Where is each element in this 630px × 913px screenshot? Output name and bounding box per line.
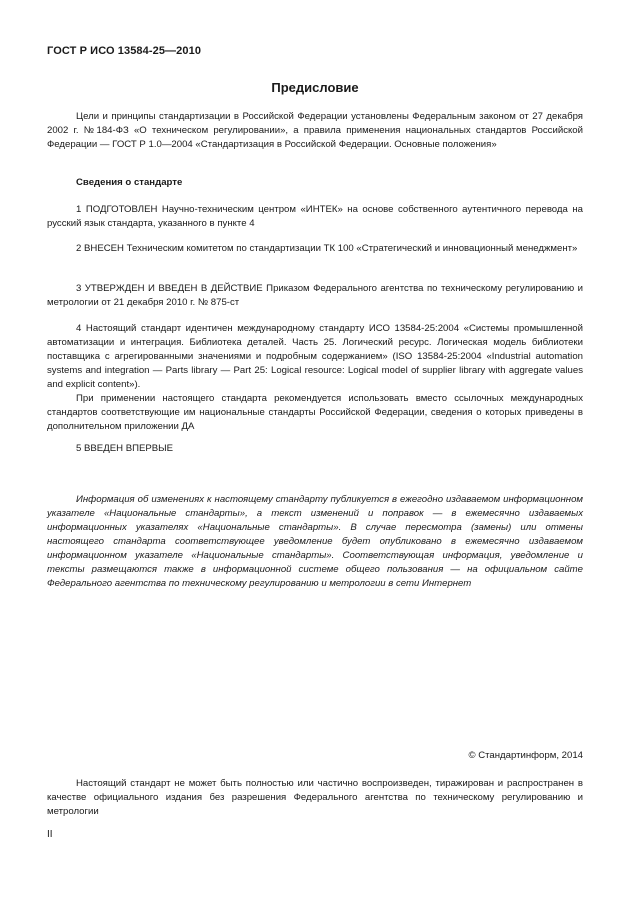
notice-paragraph: Информация об изменениях к настоящему стандарту публикуется в ежегодно издаваемом информационном указателе «Национальные стандарты», а текст изменений и поправок — в ежемесячно издаваемых информационных указателях «Национальные стандарты». В случае пересмотра (замены) или отмены настоящего стандарта соответствующее уведомление будет опубликовано в ежемесячно издаваемом информационном указателе «Национальные стандарты». Соответствующая информация, уведомление и тексты размещаются также в информационной системе общего пользования — на официальном сайте Федерального агентства по техническому регулированию и метрологии в сети Интернет	[47, 494, 583, 589]
page-number: II	[47, 829, 53, 840]
intro-paragraph-block	[47, 110, 583, 152]
item-1-paragraph: 1 ПОДГОТОВЛЕН Научно-техническим центром «ИНТЕК» на основе собственного аутентичного перевода на русский язык стандарта, указанного в пункте 4	[47, 204, 583, 229]
item-2-block	[47, 242, 583, 256]
item-1-block	[47, 203, 583, 231]
page-title: Предисловие	[271, 80, 359, 95]
copyright-line: © Стандартинформ, 2014	[468, 750, 583, 761]
item-3-block	[47, 282, 583, 310]
document-code-header: ГОСТ Р ИСО 13584-25—2010	[47, 45, 202, 57]
reproduction-paragraph: Настоящий стандарт не может быть полностью или частично воспроизведен, тиражирован и распространен в качестве официального издания без разрешения Федерального агентства по техническому регулированию и метрологии	[47, 778, 583, 817]
item-3-paragraph: 3 УТВЕРЖДЕН И ВВЕДЕН В ДЕЙСТВИЕ Приказом Федерального агентства по техническому регулированию и метрологии от 21 декабря 2010 г. № 875-ст	[47, 283, 583, 308]
item-4-note-paragraph: При применении настоящего стандарта рекомендуется использовать вместо ссылочных международных стандартов соответствующие им национальные стандарты Российской Федерации, сведения о которых приведены в дополнительном приложении ДА	[47, 393, 583, 432]
item-5-block	[47, 442, 583, 456]
item-2-paragraph: 2 ВНЕСЕН Техническим комитетом по стандартизации ТК 100 «Стратегический и инновационный менеджмент»	[76, 243, 578, 254]
item-5-paragraph: 5 ВВЕДЕН ВПЕРВЫЕ	[76, 443, 174, 454]
reproduction-block	[47, 777, 583, 819]
item-4-block	[47, 322, 583, 434]
item-4-paragraph: 4 Настоящий стандарт идентичен международному стандарту ИСО 13584-25:2004 «Системы промышленной автоматизации и интеграция. Библиотека деталей. Часть 25. Логический ресурс. Логическая модель библиотеки поставщика с агрегированными значениями и подробным содержанием» (ISO 13584-25:2004 «Industrial automation systems and integration — Parts library — Part 25: Logical resource: Logical model of supplier library with aggregate values and explicit content»).	[47, 323, 583, 390]
notice-block	[47, 493, 583, 591]
intro-paragraph: Цели и принципы стандартизации в Российской Федерации установлены Федеральным законом от 27 декабря 2002 г. №184-ФЗ «О техническом регулировании», а правила применения национальных стандартов Российской Федерации — ГОСТ Р 1.0—2004 «Стандартизация в Российской Федерации. Основные положения»	[47, 111, 583, 150]
section-heading: Сведения о стандарте	[76, 177, 183, 188]
